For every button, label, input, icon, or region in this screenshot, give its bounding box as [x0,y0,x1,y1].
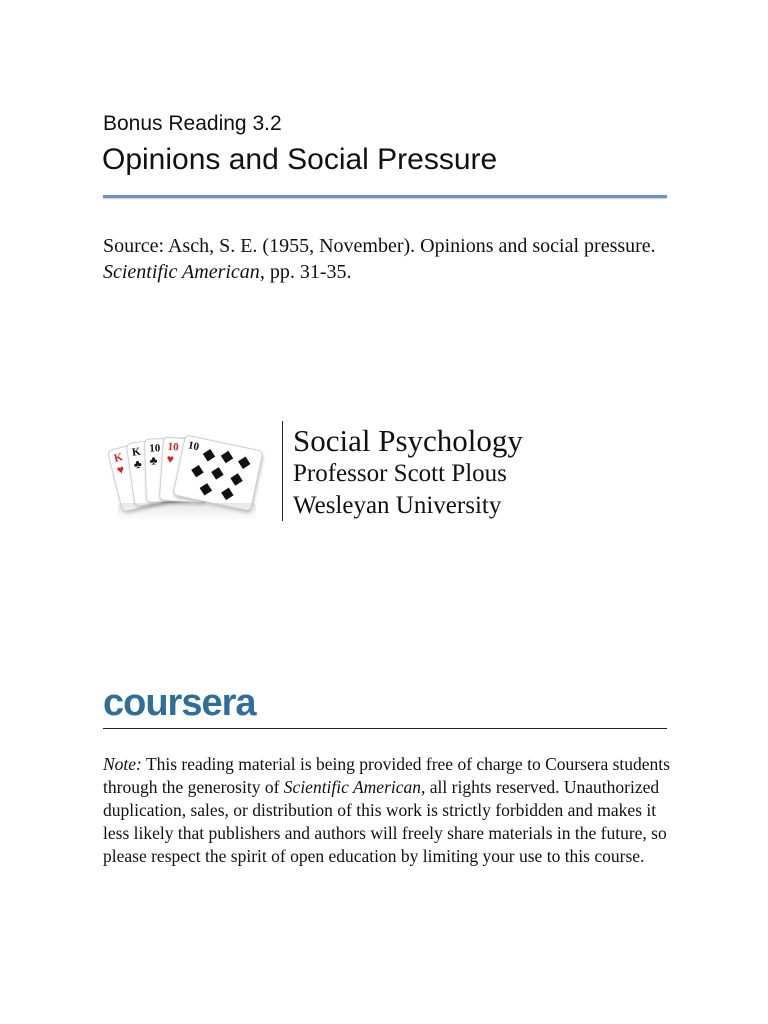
title-divider [103,195,667,198]
note-text-continued: , all rights reserved. Unauthorized duplication, sales, or distribution of this work is strictly forbidden and makes it less likely that publishers and authors will freely share materials in the future, so please respect the spirit of open education by limiting your use to this course. [103,777,667,866]
course-title: Social Psychology [293,423,523,458]
card-rank: K [112,451,124,465]
cards-reflection [118,503,256,521]
reading-number: Bonus Reading 3.2 [103,112,282,135]
card-rank: 10 [149,442,161,455]
card-rank: 10 [167,440,179,454]
heart-icon: ♥ [166,451,175,467]
citation-pages: , pp. 31-35. [259,261,352,283]
card-rank: 10 [186,439,201,454]
course-divider [282,421,283,521]
diamond-icon [221,451,233,463]
coursera-logo: coursera [103,682,256,724]
diamond-icon [238,456,250,468]
course-professor: Professor Scott Plous [293,460,507,487]
diamond-icon [200,483,212,495]
diamond-icon [211,467,223,479]
diamond-icon [203,449,215,461]
note-text: This reading material is being provided free of charge to Coursera students through the generosity of [103,754,670,797]
card-rank: K [131,445,142,459]
page-title: Opinions and Social Pressure [102,143,498,176]
copyright-note [103,753,673,868]
course-university: Wesleyan University [293,492,502,519]
citation-journal: Scientific American [103,261,260,283]
heart-icon: ♥ [115,462,126,478]
source-citation [103,233,663,285]
citation-text: Source: Asch, S. E. (1955, November). Opinions and social pressure. [103,235,656,257]
note-publisher: Scientific American [283,777,422,797]
diamond-icon [221,488,233,500]
diamond-icon [191,465,203,477]
club-icon: ♣ [149,453,158,468]
club-icon: ♣ [132,456,143,472]
diamond-icon [230,473,242,485]
note-label: Note: [103,754,142,774]
logo-divider [103,728,667,729]
